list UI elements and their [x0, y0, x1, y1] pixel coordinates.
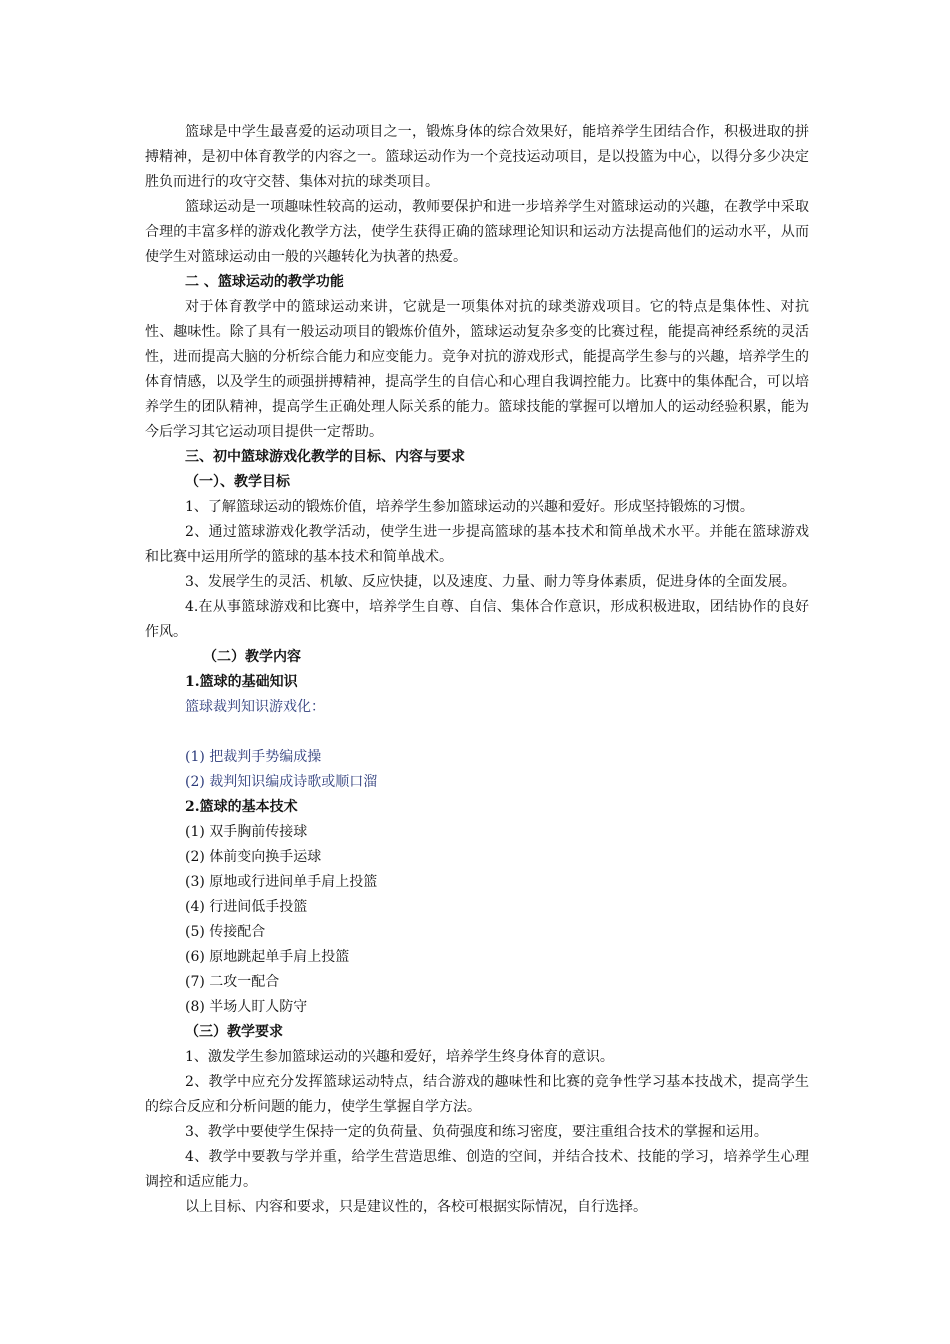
knowledge-list-item: (1) 把裁判手势编成操 — [185, 749, 322, 765]
skill-list-item: (1) 双手胸前传接球 — [185, 824, 308, 840]
goal-item-1: 1、了解篮球运动的锻炼价值，培养学生参加篮球运动的兴趣和爱好。形成坚持锻炼的习惯。 — [185, 499, 754, 515]
intro-paragraph: 篮球是中学生最喜爱的运动项目之一，锻炼身体的综合效果好，能培养学生团结合作，积极进取的拼搏精神，是初中体育教学的内容之一。篮球运动作为一个竞技运动项目，是以投篮为中心，以得分多少决定胜负而进行的攻守交替、集体对抗的球类项目。 — [145, 124, 809, 190]
requirement-item-2: 2、教学中应充分发挥篮球运动特点，结合游戏的趣味性和比赛的竞争性学习基本技战术，提高学生的综合反应和分析问题的能力，使学生掌握自学方法。 — [145, 1074, 809, 1115]
function-paragraph: 对于体育教学中的篮球运动来讲，它就是一项集体对抗的球类游戏项目。它的特点是集体性、对抗性、趣味性。除了具有一般运动项目的锻炼价值外，篮球运动复杂多变的比赛过程，能提高神经系统的灵活性，进而提高大脑的分析综合能力和应变能力。竞争对抗的游戏形式，能提高学生参与的兴趣，培养学生的体育情感，以及学生的顽强拼搏精神，提高学生的自信心和心理自我调控能力。比赛中的集体配合，可以培养学生的团队精神，提高学生正确处理人际关系的能力。篮球技能的掌握可以增加人的运动经验积累，能为今后学习其它运动项目提供一定帮助。 — [145, 299, 809, 440]
closing-paragraph: 以上目标、内容和要求，只是建议性的，各校可根据实际情况，自行选择。 — [185, 1199, 647, 1215]
skill-list-item: (2) 体前变向换手运球 — [185, 849, 322, 865]
skill-list-item: (5) 传接配合 — [185, 924, 266, 940]
skill-list-item: (4) 行进间低手投篮 — [185, 899, 308, 915]
requirement-item-1: 1、激发学生参加篮球运动的兴趣和爱好，培养学生终身体育的意识。 — [185, 1049, 614, 1065]
knowledge-list-item: (2) 裁判知识编成诗歌或顺口溜 — [185, 774, 378, 790]
section-heading-3: 三、初中篮球游戏化教学的目标、内容与要求 — [185, 449, 465, 465]
subheading-goals: （一）、教学目标 — [185, 474, 290, 490]
spacer — [145, 720, 809, 745]
content-basic-skills-title: 2.篮球的基本技术 — [185, 799, 298, 815]
skill-list-item: (7) 二攻一配合 — [185, 974, 280, 990]
subheading-content: （二）教学内容 — [203, 649, 301, 665]
skill-list-item: (6) 原地跳起单手肩上投篮 — [185, 949, 350, 965]
subheading-requirements: （三）教学要求 — [185, 1024, 283, 1040]
interest-paragraph: 篮球运动是一项趣味性较高的运动，教师要保护和进一步培养学生对篮球运动的兴趣，在教学中采取合理的丰富多样的游戏化教学方法，使学生获得正确的篮球理论知识和运动方法提高他们的运动水平，从而使学生对篮球运动由一般的兴趣转化为执著的热爱。 — [145, 199, 809, 265]
section-heading-2: 二 、篮球运动的教学功能 — [185, 274, 344, 290]
content-referee-subtitle: 篮球裁判知识游戏化： — [185, 699, 325, 715]
goal-item-3: 3、发展学生的灵活、机敏、反应快捷，以及速度、力量、耐力等身体素质，促进身体的全面发展。 — [185, 574, 796, 590]
requirement-item-3: 3、教学中要使学生保持一定的负荷量、负荷强度和练习密度，要注重组合技术的掌握和运用。 — [185, 1124, 768, 1140]
content-basic-knowledge-title: 1.篮球的基础知识 — [185, 674, 298, 690]
goal-item-4: 4.在从事篮球游戏和比赛中，培养学生自尊、自信、集体合作意识，形成积极进取，团结协作的良好作风。 — [145, 599, 809, 640]
skill-list-item: (8) 半场人盯人防守 — [185, 999, 308, 1015]
goal-item-2: 2、通过篮球游戏化教学活动，使学生进一步提高篮球的基本技术和简单战术水平。并能在篮球游戏和比赛中运用所学的篮球的基本技术和简单战术。 — [145, 524, 809, 565]
skill-list-item: (3) 原地或行进间单手肩上投篮 — [185, 874, 378, 890]
document-page — [145, 120, 809, 1220]
requirement-item-4: 4、教学中要教与学并重，给学生营造思维、创造的空间，并结合技术、技能的学习，培养学生心理调控和适应能力。 — [145, 1149, 809, 1190]
